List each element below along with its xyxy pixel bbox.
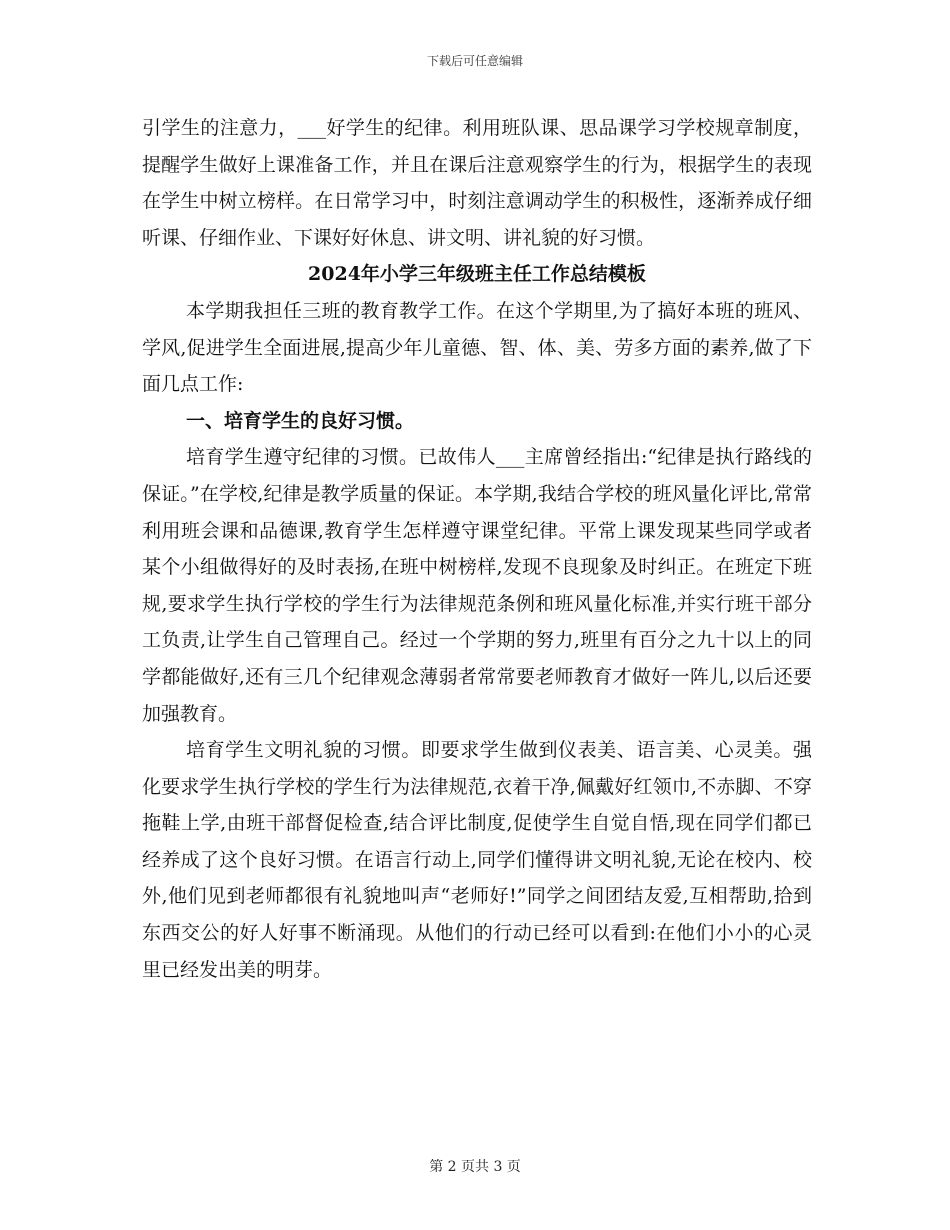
page-footer: 第 2 页共 3 页 xyxy=(429,1159,521,1175)
document-body xyxy=(142,110,812,988)
paragraph-discipline: 培育学生遵守纪律的习惯。已故伟人___主席曾经指出:“纪律是执行路线的保证。”在学校,纪律是教学质量的保证。本学期,我结合学校的班风量化评比,常常利用班会课和品德课,教育学生怎样遵守课堂纪律。平常上课发现某些同学或者某个小组做得好的及时表扬,在班中树榜样,发现不良现象及时纠正。在班定下班规,要求学生执行学校的学生行为法律规范条例和班风量化标准,并实行班干部分工负责,让学生自己管理自己。经过一个学期的努力,班里有百分之九十以上的同学都能做好,还有三几个纪律观念薄弱者常常要老师教育才做好一阵儿,以后还要加强教育。 xyxy=(142,446,812,725)
section-heading: 一、培育学生的良好习惯。 xyxy=(186,409,415,432)
document-title: 2024年小学三年级班主任工作总结模板 xyxy=(308,263,646,286)
paragraph-continuation: 引学生的注意力，___好学生的纪律。利用班队课、思品课学习学校规章制度，提醒学生做好上课准备工作，并且在课后注意观察学生的行为，根据学生的表现在学生中树立榜样。在日常学习中，时刻注意调动学生的积极性，逐渐养成仔细听课、仔细作业、下课好好休息、讲文明、讲礼貌的好习惯。 xyxy=(142,117,812,249)
paragraph-courtesy: 培育学生文明礼貌的习惯。即要求学生做到仪表美、语言美、心灵美。强化要求学生执行学校的学生行为法律规范,衣着干净,佩戴好红领巾,不赤脚、不穿拖鞋上学,由班干部督促检查,结合评比制度,促使学生自觉自悟,现在同学们都已经养成了这个良好习惯。在语言行动上,同学们懂得讲文明礼貌,无论在校内、校外,他们见到老师都很有礼貌地叫声“老师好!”同学之间团结友爱,互相帮助,拾到东西交公的好人好事不断涌现。从他们的行动已经可以看到:在他们小小的心灵里已经发出美的明芽。 xyxy=(142,739,812,981)
page-header: 下载后可任意编辑 xyxy=(426,54,523,68)
paragraph-intro: 本学期我担任三班的教育教学工作。在这个学期里,为了搞好本班的班风、学风,促进学生全面进展,提高少年儿童德、智、体、美、劳多方面的素养,做了下面几点工作: xyxy=(142,299,812,396)
